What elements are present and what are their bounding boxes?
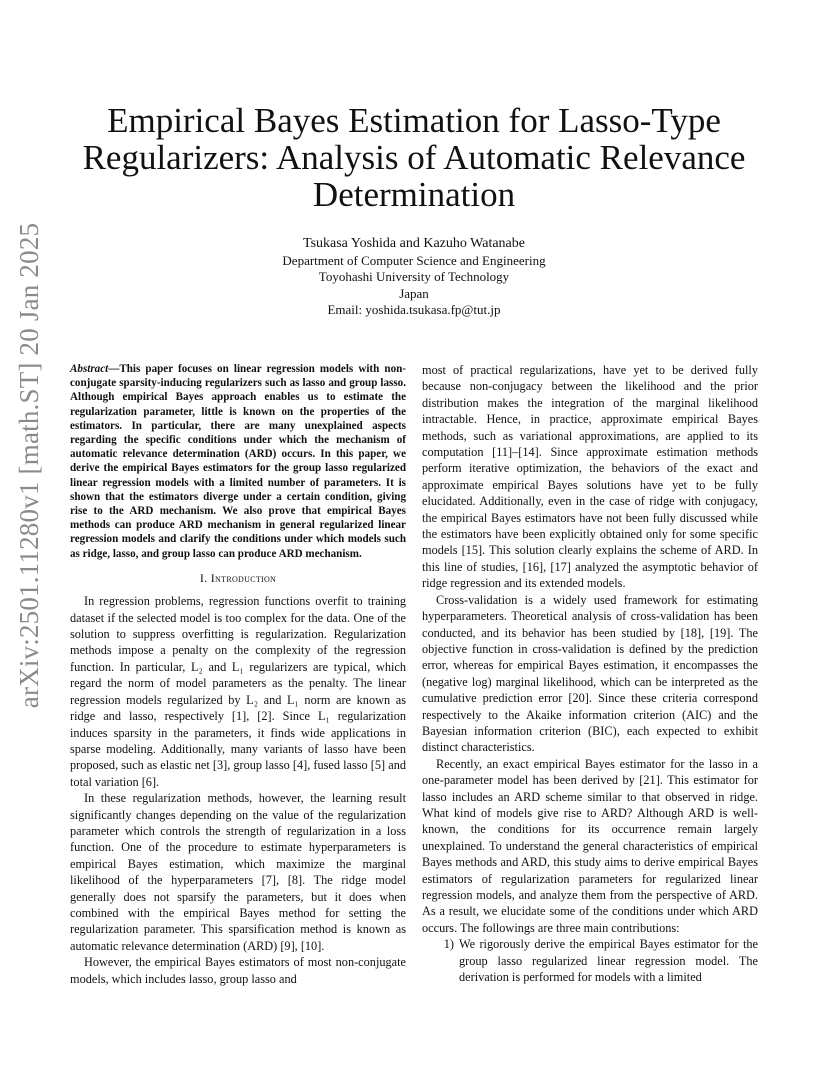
paragraph: In these regularization methods, however, the learning result significantly changes depending on the value of the regularization parameter which controls the strength of regularization in a loss function. One of the procedure to estimate hyperparameters is empirical Bayes estimation, which maximize the marginal likelihood of the hyperparameters [7], [8]. The ridge model generally does not sparsify the parameters, but it does when combined with the empirical Bayes method for setting the regularization parameter. This sparsification method is known as automatic relevance determination (ARD) [9], [10].: [70, 791, 406, 953]
contribution-number: 1): [443, 937, 454, 952]
contribution-item: [422, 936, 758, 985]
section-number: I.: [199, 570, 208, 585]
section-heading: [70, 570, 406, 586]
paper-title: [60, 102, 768, 213]
paragraph: In regression problems, regression functions overfit to training dataset if the selected model is too complex for the data. One of the solution to suppress overfitting is regularization. Regularization methods impose a penalty on the complexity of the regression function. In particular, L₂ and L₁ regularizers are typical, which regard the norm of model parameters as the penalty. The linear regression models regularized by L₂ and L₁ norm are known as ridge and lasso, respectively [1], [2]. Since L₁ regularization induces sparsity in the parameters, it finds wide applications in sparse modeling. Additionally, many variants of lasso have been proposed, such as elastic net [3], group lasso [4], fused lasso [5] and total variation [6].: [70, 594, 406, 789]
university: Toyohashi University of Technology: [318, 269, 510, 285]
country: Japan: [399, 285, 429, 301]
left-column: [70, 362, 406, 987]
paragraph-continued: most of practical regularizations, have yet to be derived fully because non-conjugacy between the likelihood and the prior distribution makes the integration of the marginal likelihood intractable. Hence, in practice, approximate empirical Bayes methods, such as variational approximations, are applied to its computation [11]–[14]. Since approximate estimation methods perform iterative optimization, the behaviors of the exact and approximate empirical Bayes solutions have yet to be fully elucidated. Additionally, even in the case of ridge with conjugacy, the empirical Bayes estimators have not been fully discussed while the estimators have been explicitly obtained only for some specific models [15]. This solution clearly explains the scheme of ARD. In this line of studies, [16], [17] analyzed the asymptotic behavior of ridge regression and its extended models.: [422, 363, 758, 591]
department: Department of Computer Science and Engineering: [282, 252, 546, 268]
author-names: Tsukasa Yoshida and Kazuho Watanabe: [303, 236, 525, 251]
paragraph: However, the empirical Bayes estimators of most non-conjugate models, which includes lasso, group lasso and: [70, 955, 406, 986]
title-line: Regularizers: Analysis of Automatic Relevance: [82, 138, 746, 177]
author-block: [150, 236, 678, 319]
arxiv-identifier-text: arXiv:2501.11280v1 [math.ST] 20 Jan 2025: [14, 222, 45, 708]
right-column: [422, 362, 758, 985]
email: Email: yoshida.tsukasa.fp@tut.jp: [327, 302, 501, 318]
abstract-label: Abstract: [70, 363, 109, 375]
title-line: Empirical Bayes Estimation for Lasso-Type: [107, 101, 721, 140]
abstract: [70, 362, 406, 561]
arxiv-identifier: [2, 222, 58, 708]
contribution-text: We rigorously derive the empirical Bayes estimator for the group lasso regularized linear regression model. The derivation is performed for models with a limited: [459, 937, 758, 985]
section-title: Introduction: [210, 570, 277, 585]
abstract-text: —This paper focuses on linear regression models with non-conjugate sparsity-inducing regularizers such as lasso and group lasso. Although empirical Bayes approach enables us to estimate the regularization parameter, little is known on the properties of the estimators. In particular, there are many unexplained aspects regarding the specific conditions under which the mechanism of automatic relevance determination (ARD) occurs. In this paper, we derive the empirical Bayes estimators for the group lasso regularized linear regression models with a limited number of parameters. It is shown that the estimators diverge under a certain condition, giving rise to the ARD mechanism. We also prove that empirical Bayes methods can produce ARD mechanism in general regularized linear regression models and clarify the conditions under which models such as ridge, lasso, and group lasso can produce ARD mechanism.: [70, 363, 406, 560]
title-line: Determination: [312, 175, 516, 214]
paragraph: Cross-validation is a widely used framework for estimating hyperparameters. Theoretical analysis of cross-validation has been conducted, and its behavior has been studied by [18], [19]. The objective function in cross-validation is defined by the prediction error, whereas for empirical Bayes estimation, it encompasses the (negative log) marginal likelihood, which can be interpreted as the cumulative prediction error [20]. Since these criteria correspond respectively to the Akaike information criterion (AIC) and the Bayesian information criterion (BIC), each expected to exhibit distinct characteristics.: [422, 592, 758, 755]
paragraph: Recently, an exact empirical Bayes estimator for the lasso in a one-parameter model has been derived by [21]. This estimator for lasso includes an ARD scheme similar to that observed in ridge. What kind of models give rise to ARD? Although ARD is well-known, the conditions for its occurrence remain largely unexplained. To understand the general characteristics of empirical Bayes methods and ARD, this study aims to derive empirical Bayes estimators of regularization parameters for regularized linear regression models, and analyze them from the perspective of ARD. As a result, we elucidate some of the conditions under which ARD occurs. The followings are three main contributions:: [422, 756, 758, 935]
